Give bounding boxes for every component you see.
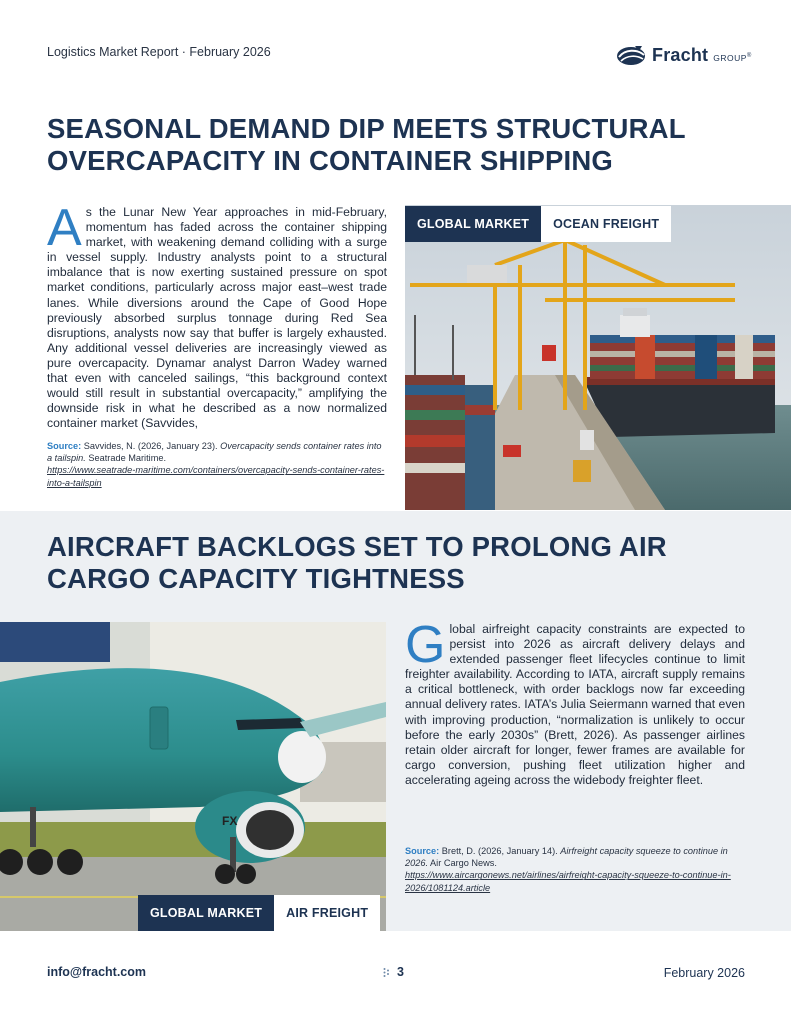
aircraft-photo xyxy=(0,622,386,931)
logo-group-label: GROUP® xyxy=(713,52,752,63)
article2-source-link[interactable]: https://www.aircargonews.net/airlines/airfreight-capacity-squeeze-to-continue-in-2026/1081124.article xyxy=(405,870,731,893)
article1-source: Source: Savvides, N. (2026, January 23). Overcapacity sends container rates into a tailspin. Seatrade Maritime. https://www.seatrade-maritime.com/containers/overcapacity-sends-container-rates-into-a-tailspin xyxy=(47,440,387,489)
article1-headline: SEASONAL DEMAND DIP MEETS STRUCTURAL OVERCAPACITY IN CONTAINER SHIPPING xyxy=(47,113,686,176)
company-logo[interactable] xyxy=(615,44,752,66)
freighter-aircraft-image xyxy=(0,622,386,931)
article1-tags xyxy=(405,206,671,242)
aircraft-marking: FX xyxy=(222,814,238,828)
article2-body xyxy=(405,616,745,792)
container-ship-image xyxy=(405,205,791,510)
article1-dropcap: A xyxy=(47,199,82,257)
article2-body-text: lobal airfreight capacity constraints are expected to persist into 2026 as aircraft delivery delays and extended passenger fleet lifecycles continue to limit freighter availability. According to IATA, aircraft supply remains a critical bottleneck, with order backlogs now far exceeding annual delivery rates. IATA’s Julia Seiermann warned that even with improving production, “normalization is unlikely to occur before the early 2030s” (Brett, 2026). As passenger airlines retain older aircraft for longer, fewer frames are available for cargo conversion, pushing fleet utilization higher and accelerating ageing across the widebody freighter fleet. xyxy=(405,622,745,787)
tag-global-market[interactable]: GLOBAL MARKET xyxy=(138,895,274,931)
globe-logo-icon xyxy=(615,44,647,66)
page-dots-icon xyxy=(383,967,391,978)
logo-wordmark: Fracht xyxy=(652,44,709,65)
tag-global-market[interactable]: GLOBAL MARKET xyxy=(405,206,541,242)
article2-headline: AIRCRAFT BACKLOGS SET TO PROLONG AIR CARGO CAPACITY TIGHTNESS xyxy=(47,531,667,594)
footer-email[interactable]: info@fracht.com xyxy=(47,965,146,979)
article2-source: Source: Brett, D. (2026, January 14). Airfreight capacity squeeze to continue in 2026. Air Cargo News. https://www.aircargonews.net/airlines/airfreight-capacity-squeeze-to-continue-in-2026/1081124.article xyxy=(405,845,745,894)
report-title: Logistics Market Report · February 2026 xyxy=(47,45,271,59)
container-port-photo xyxy=(405,205,791,510)
footer-date: February 2026 xyxy=(663,966,745,980)
article1-body-text: s the Lunar New Year approaches in mid-February, momentum has faded across the container shipping market, with weakening demand colliding with a surge in vessel supply. Industry analysts point to a structural imbalance that is now exerting sustained pressure on spot market conditions, particularly across major east–west trade lanes. While diversions around the Cape of Good Hope previously absorbed surplus tonnage during Red Sea disruptions, analysts now say that buffer is largely exhausted. Any additional vessel deliveries are increasingly viewed as pure overcapacity. Dynamar analyst Darron Wadey warned that even with canceled sailings, “this background context would still result in substantial overcapacity,” amplifying the downside risk in what he described as a now normalized container market (Savvides, xyxy=(47,205,387,431)
page-number: 3 xyxy=(383,965,404,979)
article2-dropcap: G xyxy=(405,616,446,674)
tag-ocean-freight[interactable]: OCEAN FREIGHT xyxy=(541,206,671,242)
tag-air-freight[interactable]: AIR FREIGHT xyxy=(274,895,380,931)
article1-source-link[interactable]: https://www.seatrade-maritime.com/containers/overcapacity-sends-container-rates-into-a-tailspin xyxy=(47,465,385,488)
article1-body xyxy=(47,199,387,431)
article2-tags xyxy=(138,895,380,931)
